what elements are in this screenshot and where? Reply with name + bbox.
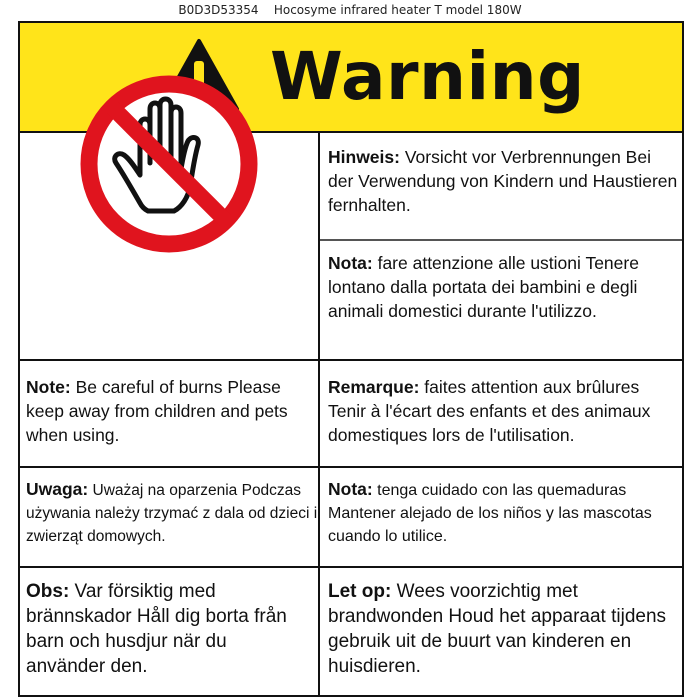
- warning-title: Warning: [270, 38, 585, 115]
- row-divider: [20, 359, 682, 361]
- warning-es-label: Nota:: [328, 479, 373, 499]
- warning-fr: [328, 375, 680, 447]
- warning-nl: [328, 579, 680, 679]
- warning-sv-label: Obs:: [26, 581, 70, 602]
- product-header: [0, 0, 700, 20]
- warning-pl-label: Uwaga:: [26, 479, 89, 499]
- warning-de-label: Hinweis:: [328, 147, 400, 167]
- warning-sv: [26, 579, 310, 679]
- no-touch-prohibition-icon: [76, 71, 262, 257]
- warning-de-text: Vorsicht vor Verbrennungen Bei der Verwendung von Kindern und Haustieren fernhalten.: [328, 147, 678, 215]
- product-name: Hocosyme infrared heater T model 180W: [273, 3, 522, 17]
- warning-it: [328, 251, 678, 323]
- row-divider: [20, 466, 682, 468]
- warning-it-label: Nota:: [328, 253, 373, 273]
- row-divider: [20, 566, 682, 568]
- warning-en-label: Note:: [26, 377, 71, 397]
- warning-label: [18, 21, 684, 697]
- warning-pl-text: Uważaj na oparzenia Podczas używania należy trzymać z dala od dzieci i zwierząt domowych.: [26, 482, 318, 545]
- row-divider: [320, 239, 682, 241]
- warning-fr-label: Remarque:: [328, 377, 420, 397]
- warning-en-text: Be careful of burns Please keep away from children and pets when using.: [26, 377, 288, 445]
- product-code: B0D3D53354: [178, 3, 259, 17]
- warning-es-text: tenga cuidado con las quemaduras Mantener alejado de los niños y las mascotas cuando lo utilice.: [328, 482, 652, 545]
- warning-fr-text: faites attention aux brûlures Tenir à l'écart des enfants et des animaux domestiques lors de l'utilisation.: [328, 377, 651, 445]
- warning-pl: [26, 478, 318, 548]
- warning-es: [328, 478, 680, 548]
- warning-nl-text: Wees voorzichtig met brandwonden Houd het apparaat tijdens gebruik uit de buurt van kinderen en huisdieren.: [328, 581, 667, 677]
- warning-sv-text: Var försiktig med brännskador Håll dig borta från barn och husdjur när du använder den.: [26, 581, 287, 677]
- warning-it-text: fare attenzione alle ustioni Tenere lontano dalla portata dei bambini e degli animali domestici durante l'utilizzo.: [328, 253, 639, 321]
- warning-nl-label: Let op:: [328, 581, 392, 602]
- warning-de: [328, 145, 678, 217]
- warning-en: [26, 375, 314, 447]
- column-divider: [318, 133, 320, 697]
